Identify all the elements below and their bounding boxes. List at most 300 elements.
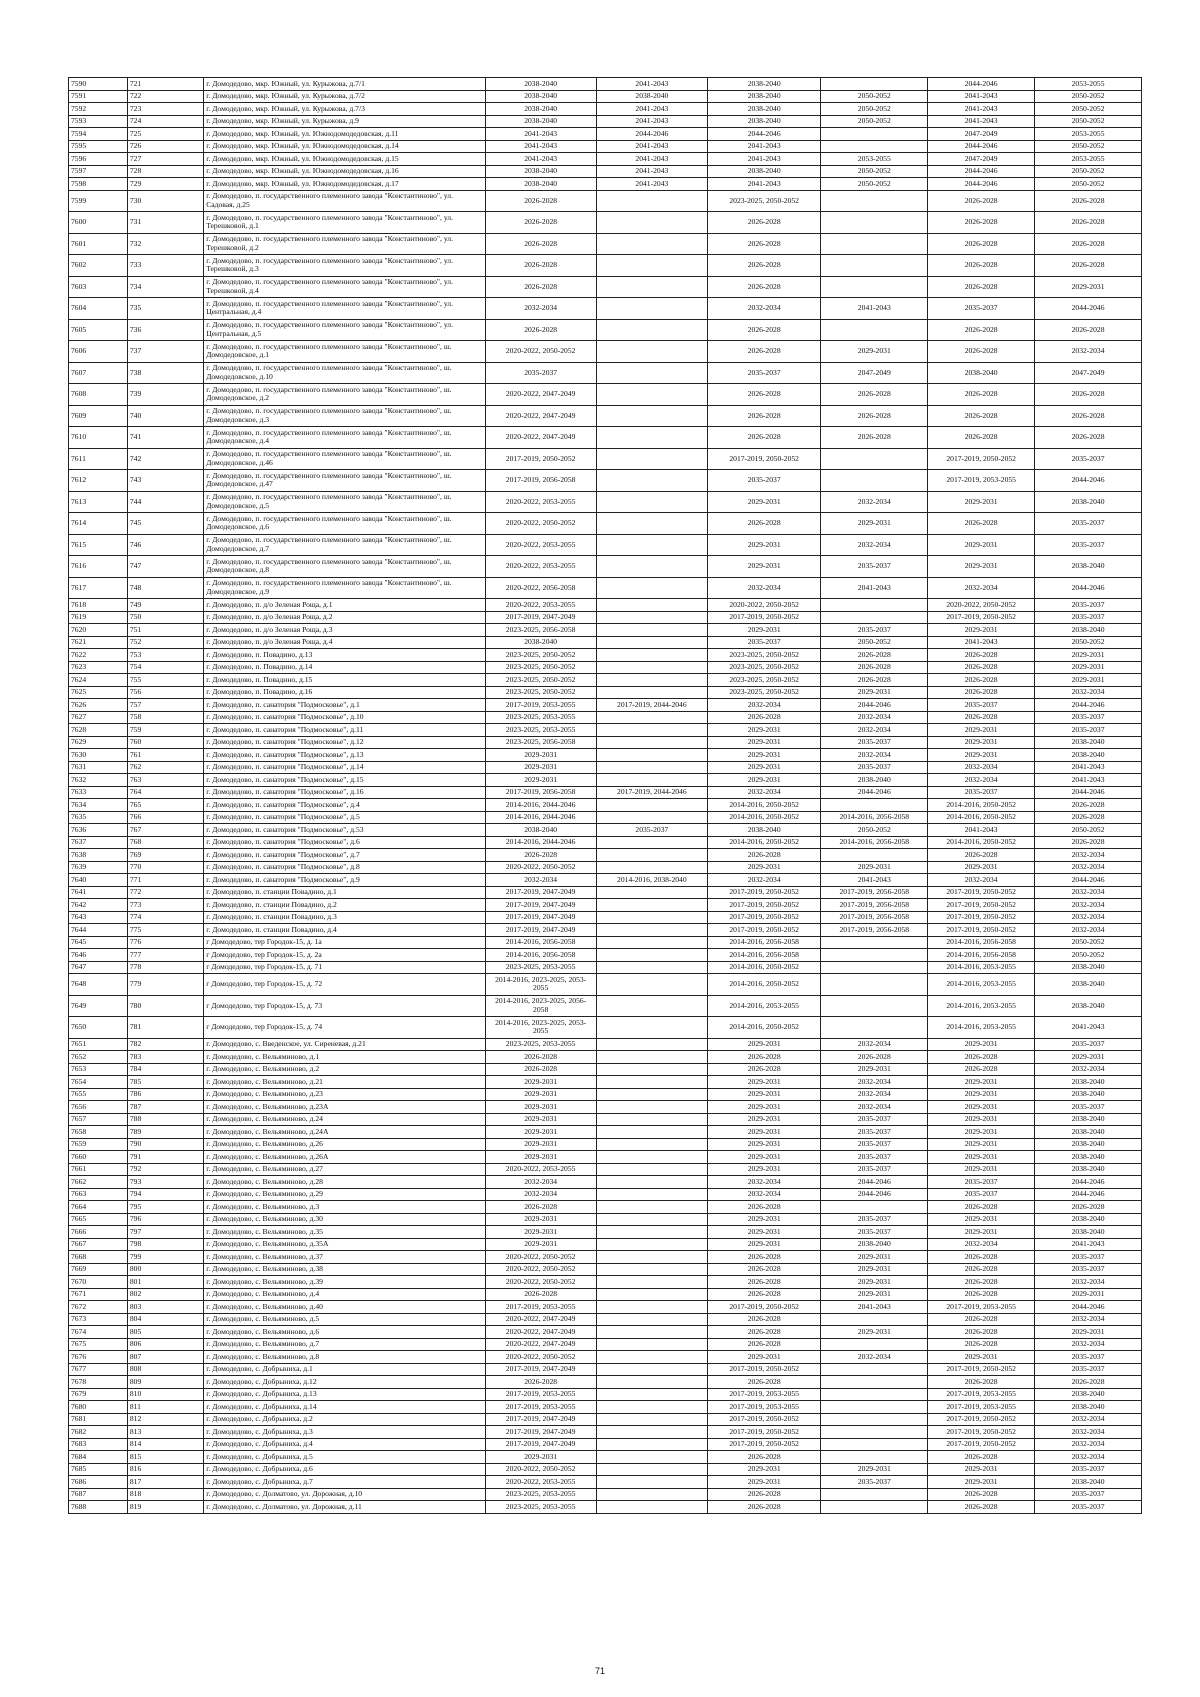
period-cell-4 (821, 1338, 928, 1351)
address-cell: г. Домодедово, с. Вельяминово, д.24А (204, 1126, 485, 1139)
row-number-cell: 7673 (69, 1313, 128, 1326)
period-cell-3: 2026-2028 (707, 405, 820, 427)
period-cell-2 (596, 405, 707, 427)
period-cell-5: 2032-2034 (928, 774, 1035, 787)
period-cell-3: 2029-2031 (707, 1463, 820, 1476)
period-cell-4: 2032-2034 (821, 534, 928, 556)
address-cell: г. Домодедово, с. Вельяминово, д.7 (204, 1338, 485, 1351)
period-cell-2 (596, 1463, 707, 1476)
period-cell-4 (821, 599, 928, 612)
period-cell-5: 2026-2028 (928, 711, 1035, 724)
table-row (69, 674, 1142, 687)
table-row (69, 1263, 1142, 1276)
row-number-cell: 7638 (69, 849, 128, 862)
period-cell-6: 2026-2028 (1035, 190, 1142, 212)
period-cell-1: 2038-2040 (485, 103, 596, 116)
row-number-cell: 7639 (69, 861, 128, 874)
period-cell-3: 2014-2016, 2050-2052 (707, 799, 820, 812)
period-cell-5: 2014-2016, 2053-2055 (928, 995, 1035, 1017)
period-cell-6: 2038-2040 (1035, 736, 1142, 749)
table-row (69, 774, 1142, 787)
period-cell-4: 2029-2031 (821, 1463, 928, 1476)
address-cell: г. Домодедово, с. Вельяминово, д.23А (204, 1101, 485, 1114)
table-row (69, 1326, 1142, 1339)
period-cell-1: 2017-2019, 2047-2049 (485, 1413, 596, 1426)
table-row (69, 1163, 1142, 1176)
table-row (69, 1438, 1142, 1451)
table-row (69, 255, 1142, 277)
period-cell-1: 2029-2031 (485, 1151, 596, 1164)
period-cell-5: 2026-2028 (928, 190, 1035, 212)
period-cell-5: 2017-2019, 2050-2052 (928, 911, 1035, 924)
address-cell: г. Домодедово, п. санатория "Подмосковье", д.13 (204, 749, 485, 762)
period-cell-6: 2029-2031 (1035, 674, 1142, 687)
table-row (69, 319, 1142, 341)
row-number-cell: 7677 (69, 1363, 128, 1376)
period-cell-6: 2035-2037 (1035, 611, 1142, 624)
period-cell-2 (596, 1151, 707, 1164)
period-cell-1: 2017-2019, 2050-2052 (485, 448, 596, 470)
period-cell-6: 2050-2052 (1035, 115, 1142, 128)
address-cell: г. Домодедово, мкр. Южный, ул. Курыжова, д.7/1 (204, 78, 485, 91)
table-row (69, 341, 1142, 363)
period-cell-2 (596, 886, 707, 899)
period-cell-1: 2020-2022, 2053-2055 (485, 556, 596, 578)
period-cell-5: 2041-2043 (928, 90, 1035, 103)
table-row (69, 874, 1142, 887)
table-row (69, 115, 1142, 128)
period-cell-6: 2044-2046 (1035, 786, 1142, 799)
address-cell: г. Домодедово, мкр. Южный, ул. Курыжова, д.7/2 (204, 90, 485, 103)
period-cell-3: 2035-2037 (707, 362, 820, 384)
period-cell-3: 2017-2019, 2050-2052 (707, 886, 820, 899)
period-cell-3: 2017-2019, 2050-2052 (707, 924, 820, 937)
period-cell-2 (596, 1426, 707, 1439)
period-cell-2 (596, 774, 707, 787)
row-number-cell: 7603 (69, 276, 128, 298)
period-cell-5: 2029-2031 (928, 1213, 1035, 1226)
house-number-cell: 743 (127, 470, 203, 492)
period-cell-5: 2029-2031 (928, 1226, 1035, 1239)
row-number-cell: 7621 (69, 636, 128, 649)
row-number-cell: 7648 (69, 974, 128, 996)
row-number-cell: 7622 (69, 649, 128, 662)
period-cell-5: 2029-2031 (928, 1113, 1035, 1126)
period-cell-6: 2029-2031 (1035, 1051, 1142, 1064)
table-row (69, 405, 1142, 427)
period-cell-6: 2029-2031 (1035, 649, 1142, 662)
period-cell-5: 2026-2028 (928, 1063, 1035, 1076)
period-cell-3: 2026-2028 (707, 233, 820, 255)
period-cell-2 (596, 1313, 707, 1326)
period-cell-1: 2020-2022, 2047-2049 (485, 384, 596, 406)
period-cell-1: 2035-2037 (485, 362, 596, 384)
period-cell-2 (596, 212, 707, 234)
period-cell-1: 2020-2022, 2053-2055 (485, 491, 596, 513)
period-cell-3: 2026-2028 (707, 1276, 820, 1289)
period-cell-2 (596, 1301, 707, 1314)
period-cell-2 (596, 711, 707, 724)
period-cell-4: 2053-2055 (821, 153, 928, 166)
row-number-cell: 7632 (69, 774, 128, 787)
row-number-cell: 7590 (69, 78, 128, 91)
table-row (69, 1476, 1142, 1489)
period-cell-6: 2044-2046 (1035, 1176, 1142, 1189)
period-cell-4: 2017-2019, 2056-2058 (821, 899, 928, 912)
address-cell: г. Домодедово, с. Введенское, ул. Сиреневая, д.21 (204, 1038, 485, 1051)
period-cell-1: 2020-2022, 2053-2055 (485, 599, 596, 612)
period-cell-6: 2038-2040 (1035, 1088, 1142, 1101)
period-cell-3: 2026-2028 (707, 212, 820, 234)
period-cell-4 (821, 1451, 928, 1464)
table-row (69, 128, 1142, 141)
row-number-cell: 7636 (69, 824, 128, 837)
period-cell-4: 2044-2046 (821, 699, 928, 712)
address-cell: г. Домодедово, п. государственного племенного завода "Константиново", ш. Домодедовское, д.10 (204, 362, 485, 384)
period-cell-4: 2035-2037 (821, 1151, 928, 1164)
period-cell-1: 2029-2031 (485, 1101, 596, 1114)
period-cell-3: 2029-2031 (707, 491, 820, 513)
house-number-cell: 771 (127, 874, 203, 887)
period-cell-2 (596, 1338, 707, 1351)
house-number-cell: 786 (127, 1088, 203, 1101)
address-cell: г Домодедово, тер Городок-15, д. 2а (204, 949, 485, 962)
period-cell-6: 2035-2037 (1035, 724, 1142, 737)
table-row (69, 599, 1142, 612)
period-cell-1: 2014-2016, 2044-2046 (485, 811, 596, 824)
period-cell-3: 2029-2031 (707, 534, 820, 556)
house-number-cell: 791 (127, 1151, 203, 1164)
period-cell-5: 2020-2022, 2050-2052 (928, 599, 1035, 612)
house-number-cell: 805 (127, 1326, 203, 1339)
period-cell-1: 2038-2040 (485, 636, 596, 649)
period-cell-4 (821, 1376, 928, 1389)
house-number-cell: 808 (127, 1363, 203, 1376)
period-cell-4: 2032-2034 (821, 724, 928, 737)
period-cell-1: 2017-2019, 2056-2058 (485, 786, 596, 799)
house-number-cell: 770 (127, 861, 203, 874)
table-row (69, 577, 1142, 599)
period-cell-1: 2029-2031 (485, 1226, 596, 1239)
period-cell-3: 2014-2016, 2050-2052 (707, 811, 820, 824)
period-cell-3: 2023-2025, 2050-2052 (707, 190, 820, 212)
period-cell-4: 2032-2034 (821, 1038, 928, 1051)
period-cell-4: 2032-2034 (821, 1088, 928, 1101)
row-number-cell: 7681 (69, 1413, 128, 1426)
period-cell-3: 2029-2031 (707, 1226, 820, 1239)
period-cell-6: 2026-2028 (1035, 384, 1142, 406)
period-cell-4: 2044-2046 (821, 1176, 928, 1189)
period-cell-2 (596, 1076, 707, 1089)
table-row (69, 724, 1142, 737)
house-number-cell: 767 (127, 824, 203, 837)
house-number-cell: 782 (127, 1038, 203, 1051)
period-cell-4: 2014-2016, 2056-2058 (821, 836, 928, 849)
period-cell-6: 2050-2052 (1035, 936, 1142, 949)
house-number-cell: 742 (127, 448, 203, 470)
period-cell-3: 2026-2028 (707, 319, 820, 341)
address-cell: г. Домодедово, п. станции Повадино, д.4 (204, 924, 485, 937)
period-cell-3: 2026-2028 (707, 1263, 820, 1276)
period-cell-3: 2017-2019, 2050-2052 (707, 911, 820, 924)
period-cell-1: 2026-2028 (485, 255, 596, 277)
table-row (69, 1488, 1142, 1501)
period-cell-1: 2038-2040 (485, 165, 596, 178)
period-cell-5: 2029-2031 (928, 1351, 1035, 1364)
row-number-cell: 7609 (69, 405, 128, 427)
table-row (69, 1351, 1142, 1364)
period-cell-4 (821, 611, 928, 624)
address-cell: г. Домодедово, п. государственного племенного завода "Константиново", ш. Домодедовское, д.3 (204, 405, 485, 427)
period-cell-4 (821, 1388, 928, 1401)
house-number-cell: 734 (127, 276, 203, 298)
period-cell-5: 2017-2019, 2050-2052 (928, 1426, 1035, 1439)
address-cell: г. Домодедово, п. санатория "Подмосковье", д.4 (204, 799, 485, 812)
period-cell-6: 2050-2052 (1035, 90, 1142, 103)
period-cell-1: 2014-2016, 2056-2058 (485, 949, 596, 962)
period-cell-2: 2017-2019, 2044-2046 (596, 699, 707, 712)
house-number-cell: 725 (127, 128, 203, 141)
period-cell-1: 2014-2016, 2023-2025, 2053-2055 (485, 974, 596, 996)
row-number-cell: 7646 (69, 949, 128, 962)
house-number-cell: 722 (127, 90, 203, 103)
house-number-cell: 756 (127, 686, 203, 699)
period-cell-4: 2050-2052 (821, 90, 928, 103)
row-number-cell: 7674 (69, 1326, 128, 1339)
period-cell-3: 2017-2019, 2050-2052 (707, 1301, 820, 1314)
period-cell-6: 2032-2034 (1035, 1413, 1142, 1426)
period-cell-5: 2026-2028 (928, 319, 1035, 341)
period-cell-1: 2020-2022, 2047-2049 (485, 427, 596, 449)
period-cell-2 (596, 1451, 707, 1464)
period-cell-4: 2029-2031 (821, 1276, 928, 1289)
period-cell-6: 2050-2052 (1035, 178, 1142, 191)
period-cell-2 (596, 649, 707, 662)
period-cell-5: 2014-2016, 2056-2058 (928, 936, 1035, 949)
house-number-cell: 758 (127, 711, 203, 724)
period-cell-2 (596, 233, 707, 255)
house-number-cell: 724 (127, 115, 203, 128)
house-number-cell: 801 (127, 1276, 203, 1289)
period-cell-6: 2041-2043 (1035, 774, 1142, 787)
period-cell-3: 2029-2031 (707, 749, 820, 762)
period-cell-4: 2035-2037 (821, 1226, 928, 1239)
period-cell-4: 2029-2031 (821, 1326, 928, 1339)
period-cell-5: 2014-2016, 2053-2055 (928, 961, 1035, 974)
period-cell-6: 2032-2034 (1035, 849, 1142, 862)
period-cell-1: 2029-2031 (485, 1126, 596, 1139)
period-cell-6: 2029-2031 (1035, 1288, 1142, 1301)
period-cell-6: 2032-2034 (1035, 1338, 1142, 1351)
table-row (69, 153, 1142, 166)
house-number-cell: 772 (127, 886, 203, 899)
period-cell-6: 2035-2037 (1035, 513, 1142, 535)
address-cell: г. Домодедово, с. Добрыниха, д.6 (204, 1463, 485, 1476)
period-cell-3: 2032-2034 (707, 1188, 820, 1201)
period-cell-4: 2029-2031 (821, 1263, 928, 1276)
period-cell-2 (596, 1376, 707, 1389)
house-number-cell: 739 (127, 384, 203, 406)
period-cell-5: 2026-2028 (928, 1201, 1035, 1214)
period-cell-6: 2041-2043 (1035, 1017, 1142, 1039)
house-number-cell: 815 (127, 1451, 203, 1464)
table-row (69, 362, 1142, 384)
period-cell-6: 2035-2037 (1035, 1463, 1142, 1476)
house-number-cell: 763 (127, 774, 203, 787)
address-cell: г. Домодедово, п. Повадино, д.16 (204, 686, 485, 699)
period-cell-2 (596, 599, 707, 612)
period-cell-4: 2050-2052 (821, 178, 928, 191)
period-cell-5: 2017-2019, 2053-2055 (928, 470, 1035, 492)
period-cell-2: 2038-2040 (596, 90, 707, 103)
row-number-cell: 7664 (69, 1201, 128, 1214)
address-cell: г. Домодедово, с. Вельяминово, д.38 (204, 1263, 485, 1276)
address-cell: г. Домодедово, п. д/о Зеленая Роща, д.2 (204, 611, 485, 624)
address-cell: г. Домодедово, п. станции Повадино, д.3 (204, 911, 485, 924)
house-number-cell: 814 (127, 1438, 203, 1451)
table-row (69, 761, 1142, 774)
address-cell: г. Домодедово, п. санатория "Подмосковье", д.8 (204, 861, 485, 874)
house-number-cell: 730 (127, 190, 203, 212)
period-cell-1: 2026-2028 (485, 1063, 596, 1076)
address-cell: г. Домодедово, п. Повадино, д.14 (204, 661, 485, 674)
table-row (69, 1376, 1142, 1389)
period-cell-4: 2017-2019, 2056-2058 (821, 924, 928, 937)
house-number-cell: 744 (127, 491, 203, 513)
period-cell-1: 2026-2028 (485, 849, 596, 862)
period-cell-3: 2038-2040 (707, 115, 820, 128)
period-cell-3: 2014-2016, 2053-2055 (707, 995, 820, 1017)
period-cell-5: 2017-2019, 2050-2052 (928, 448, 1035, 470)
house-number-cell: 732 (127, 233, 203, 255)
period-cell-5: 2026-2028 (928, 1263, 1035, 1276)
row-number-cell: 7680 (69, 1401, 128, 1414)
row-number-cell: 7624 (69, 674, 128, 687)
period-cell-3: 2041-2043 (707, 153, 820, 166)
period-cell-6: 2035-2037 (1035, 1488, 1142, 1501)
period-cell-1: 2023-2025, 2053-2055 (485, 1488, 596, 1501)
table-row (69, 470, 1142, 492)
period-cell-2 (596, 1413, 707, 1426)
row-number-cell: 7595 (69, 140, 128, 153)
period-cell-6: 2032-2034 (1035, 899, 1142, 912)
house-number-cell: 773 (127, 899, 203, 912)
row-number-cell: 7591 (69, 90, 128, 103)
row-number-cell: 7672 (69, 1301, 128, 1314)
period-cell-2 (596, 427, 707, 449)
period-cell-5: 2014-2016, 2053-2055 (928, 1017, 1035, 1039)
period-cell-1: 2026-2028 (485, 233, 596, 255)
row-number-cell: 7668 (69, 1251, 128, 1264)
period-cell-5: 2029-2031 (928, 1463, 1035, 1476)
table-row (69, 699, 1142, 712)
period-cell-1: 2026-2028 (485, 276, 596, 298)
period-cell-6: 2044-2046 (1035, 1188, 1142, 1201)
period-cell-6: 2038-2040 (1035, 1138, 1142, 1151)
period-cell-1: 2017-2019, 2053-2055 (485, 1388, 596, 1401)
period-cell-5: 2017-2019, 2050-2052 (928, 1413, 1035, 1426)
period-cell-2: 2041-2043 (596, 165, 707, 178)
table-row (69, 1288, 1142, 1301)
address-cell: г. Домодедово, п. санатория "Подмосковье", д.11 (204, 724, 485, 737)
period-cell-5: 2026-2028 (928, 1501, 1035, 1514)
table-row (69, 165, 1142, 178)
period-cell-6: 2044-2046 (1035, 699, 1142, 712)
period-cell-4 (821, 1401, 928, 1414)
table-row (69, 949, 1142, 962)
period-cell-3: 2032-2034 (707, 699, 820, 712)
period-cell-1: 2020-2022, 2053-2055 (485, 1476, 596, 1489)
period-cell-1: 2032-2034 (485, 874, 596, 887)
house-number-cell: 788 (127, 1113, 203, 1126)
period-cell-3: 2026-2028 (707, 849, 820, 862)
address-cell: г. Домодедово, с. Вельяминово, д.30 (204, 1213, 485, 1226)
table-row (69, 190, 1142, 212)
period-cell-1: 2023-2025, 2056-2058 (485, 736, 596, 749)
table-row (69, 1401, 1142, 1414)
period-cell-4: 2029-2031 (821, 1063, 928, 1076)
period-cell-1: 2020-2022, 2050-2052 (485, 1276, 596, 1289)
period-cell-2 (596, 636, 707, 649)
table-row (69, 749, 1142, 762)
period-cell-1: 2020-2022, 2047-2049 (485, 1326, 596, 1339)
address-cell: г. Домодедово, п. государственного племенного завода "Константиново", ул. Терешковой, д.2 (204, 233, 485, 255)
period-cell-4 (821, 936, 928, 949)
period-cell-1: 2020-2022, 2050-2052 (485, 341, 596, 363)
period-cell-1: 2041-2043 (485, 153, 596, 166)
period-cell-5: 2014-2016, 2056-2058 (928, 949, 1035, 962)
house-number-cell: 812 (127, 1413, 203, 1426)
period-cell-2 (596, 1251, 707, 1264)
house-number-cell: 789 (127, 1126, 203, 1139)
period-cell-2 (596, 470, 707, 492)
period-cell-3: 2026-2028 (707, 711, 820, 724)
period-cell-2 (596, 1238, 707, 1251)
address-cell: г. Домодедово, п. санатория "Подмосковье", д.6 (204, 836, 485, 849)
period-cell-4: 2050-2052 (821, 115, 928, 128)
house-number-cell: 806 (127, 1338, 203, 1351)
house-number-cell: 766 (127, 811, 203, 824)
period-cell-3: 2029-2031 (707, 1138, 820, 1151)
house-number-cell: 774 (127, 911, 203, 924)
address-cell: г. Домодедово, п. государственного племенного завода "Константиново", ул. Центральная, д.5 (204, 319, 485, 341)
period-cell-6: 2026-2028 (1035, 427, 1142, 449)
address-cell: г. Домодедово, мкр. Южный, ул. Курыжова, д.9 (204, 115, 485, 128)
house-number-cell: 781 (127, 1017, 203, 1039)
period-cell-4: 2032-2034 (821, 1101, 928, 1114)
period-cell-2 (596, 686, 707, 699)
period-cell-4: 2029-2031 (821, 861, 928, 874)
table-row (69, 911, 1142, 924)
period-cell-3: 2026-2028 (707, 1451, 820, 1464)
table-row (69, 899, 1142, 912)
period-cell-6: 2044-2046 (1035, 298, 1142, 320)
table-row (69, 1226, 1142, 1239)
period-cell-1: 2017-2019, 2047-2049 (485, 886, 596, 899)
house-number-cell: 807 (127, 1351, 203, 1364)
address-cell: г. Домодедово, мкр. Южный, ул. Курыжова, д.7/3 (204, 103, 485, 116)
address-cell: г. Домодедово, п. государственного племенного завода "Константиново", ш. Домодедовское, д.47 (204, 470, 485, 492)
period-cell-4: 2032-2034 (821, 749, 928, 762)
house-number-cell: 748 (127, 577, 203, 599)
house-number-cell: 810 (127, 1388, 203, 1401)
period-cell-5: 2044-2046 (928, 178, 1035, 191)
period-cell-3: 2026-2028 (707, 255, 820, 277)
house-number-cell: 738 (127, 362, 203, 384)
period-cell-5: 2026-2028 (928, 649, 1035, 662)
row-number-cell: 7676 (69, 1351, 128, 1364)
period-cell-2: 2041-2043 (596, 153, 707, 166)
